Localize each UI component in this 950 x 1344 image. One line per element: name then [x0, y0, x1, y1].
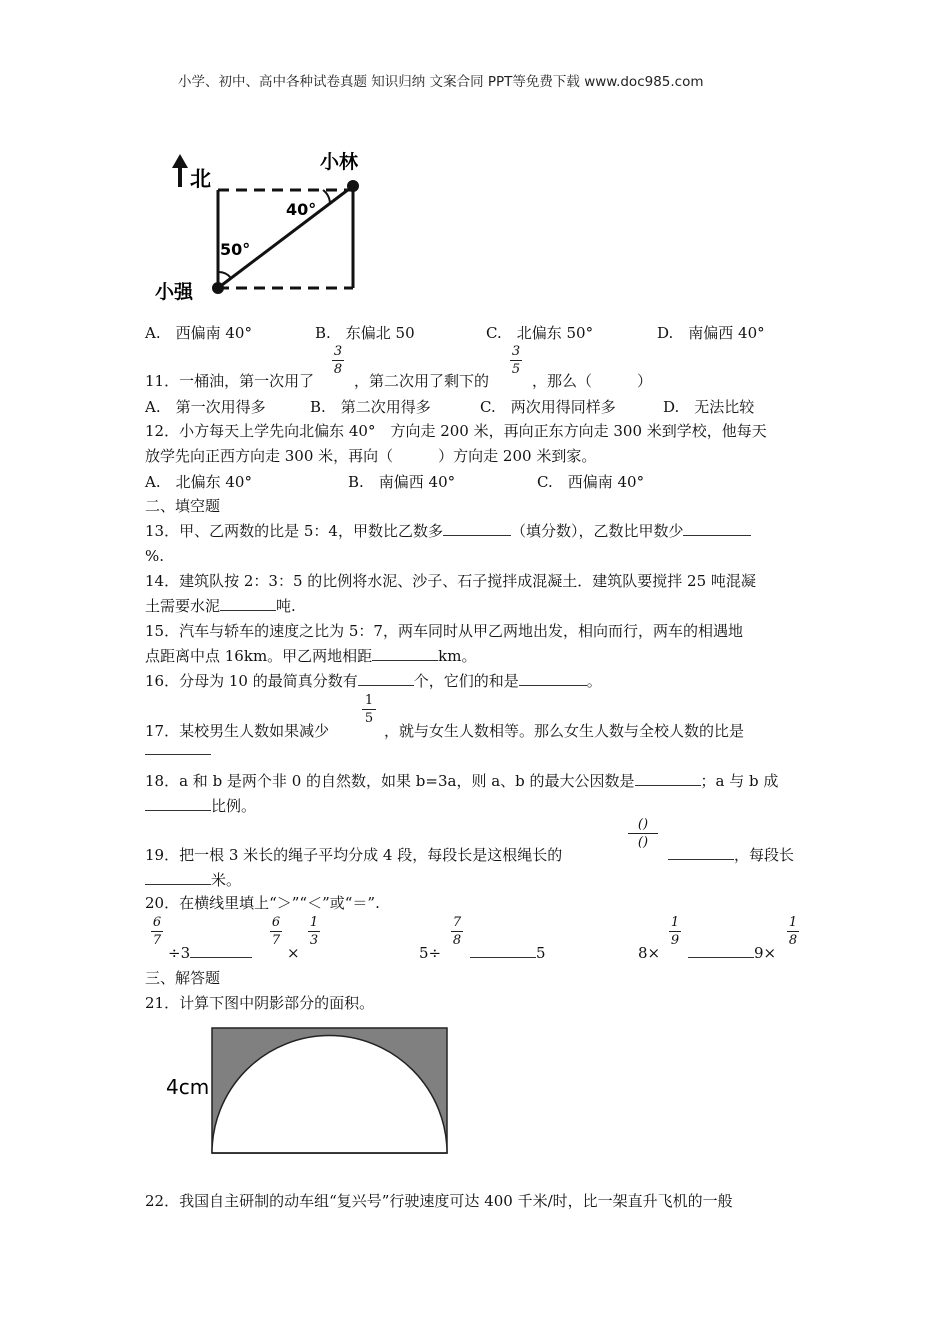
xiaolin-point — [347, 180, 359, 192]
q20b-pre: 5÷ — [419, 944, 442, 962]
q20a-fraction-2: 6 7 — [271, 915, 281, 948]
q19-line2: 米。 — [145, 870, 241, 890]
q14-blank[interactable] — [220, 596, 276, 611]
q19-blank-1[interactable] — [668, 845, 734, 860]
q21-text: 21．计算下图中阴影部分的面积。 — [145, 994, 375, 1012]
q11-option-b[interactable]: B. 第二次用得多 — [310, 398, 431, 416]
q11-text3: ，那么（ ） — [532, 372, 653, 390]
q17-fraction: 1 5 — [362, 694, 376, 725]
q18-line1: 18．a 和 b 是两个非 0 的自然数，如果 b=3a，则 a、b 的最大公因数是 ；a 与 b 成 — [145, 772, 779, 790]
q18-blank-2[interactable] — [145, 796, 211, 811]
q16-line: 16．分母为 10 的最简真分数有 个，它们的和是 。 — [145, 672, 602, 690]
q19-text2: ，每段长 — [668, 845, 794, 865]
q20a-fraction-3: 1 3 — [309, 915, 319, 948]
north-arrow-icon — [172, 154, 188, 187]
q13-blank-2[interactable] — [683, 521, 751, 536]
q20b-blank[interactable] — [470, 943, 536, 958]
q20-instruction: 20．在横线里填上“＞”“＜”或“＝”. — [145, 894, 380, 912]
q11-option-a[interactable]: A. 第一次用得多 — [145, 398, 266, 416]
q20c-fraction-2: 1 8 — [788, 915, 798, 948]
xiaoqiang-point — [212, 282, 224, 294]
q12-line1: 12．小方每天上学先向北偏东 40° 方向走 200 米，再向正东方向走 300 米到学校，他每天 — [145, 422, 767, 440]
q10-option-c[interactable]: C. 北偏东 50° — [486, 324, 594, 342]
q14-line1: 14．建筑队按 2：3：5 的比例将水泥、沙子、石子搅拌成混凝土．建筑队要搅拌 25 吨混凝 — [145, 572, 756, 590]
q10-option-b[interactable]: B. 东偏北 50 — [315, 324, 415, 342]
q19-text1: 19．把一根 3 米长的绳子平均分成 4 段，每段长是这根绳长的 — [145, 846, 563, 864]
q10-option-d[interactable]: D. 南偏西 40° — [657, 324, 765, 342]
page-header: 小学、初中、高中各种试卷真题 知识归纳 文案合同 PPT等免费下载 www.doc985.com — [178, 74, 704, 90]
direction-diagram — [150, 140, 380, 305]
q11-text2: ，第二次用了剩下的 — [354, 372, 490, 390]
q17-text1: 17．某校男生人数如果减少 — [145, 722, 330, 740]
q19-blank-2[interactable] — [145, 870, 211, 885]
q11-text1: 11．一桶油，第一次用了 — [145, 372, 315, 390]
q18-line2: 比例。 — [145, 796, 256, 816]
q11-fraction-2: 3 5 — [511, 344, 521, 377]
q13-line2: %. — [145, 547, 165, 565]
q12-option-b[interactable]: B. 南偏西 40° — [348, 473, 456, 491]
q11-option-d[interactable]: D. 无法比较 — [663, 398, 755, 416]
q20c-pre: 8× — [638, 944, 661, 962]
xiaoqiang-label: 小强 — [155, 281, 194, 303]
q20c-mid: 9× — [688, 943, 776, 963]
q18-blank-1[interactable] — [635, 771, 701, 786]
xiaolin-label: 小林 — [320, 151, 359, 173]
q20a-blank[interactable] — [190, 943, 252, 958]
q10-option-a[interactable]: A. 西偏南 40° — [145, 324, 252, 342]
q11-fraction-1: 3 8 — [333, 344, 343, 377]
q20c-fraction-1: 1 9 — [670, 915, 680, 948]
semicircle-figure — [160, 1022, 455, 1157]
q19-fraction[interactable]: () () — [628, 818, 658, 849]
q20b-fraction: 7 8 — [452, 915, 462, 948]
north-label: 北 — [190, 167, 211, 191]
section-fill-in-title: 二、填空题 — [145, 497, 221, 515]
q15-line1: 15．汽车与轿车的速度之比为 5：7，两车同时从甲乙两地出发，相向而行，两车的相遇地 — [145, 622, 743, 640]
q12-option-c[interactable]: C. 西偏南 40° — [537, 473, 645, 491]
q15-line2: 点距离中点 16km。甲乙两地相距 km。 — [145, 647, 477, 665]
q20c-blank[interactable] — [688, 943, 754, 958]
q16-blank-1[interactable] — [358, 671, 414, 686]
q20a-op2: × — [287, 944, 300, 962]
angle-40-label: 40° — [286, 200, 317, 219]
q13-blank-1[interactable] — [443, 521, 511, 536]
height-label: 4cm — [166, 1075, 210, 1099]
q20a-op1: ÷3 — [168, 943, 252, 963]
q22-text: 22．我国自主研制的动车组“复兴号”行驶速度可达 400 千米/时，比一架直升飞机的一般 — [145, 1192, 733, 1210]
section-answer-title: 三、解答题 — [145, 969, 221, 987]
q13-line1: 13．甲、乙两数的比是 5：4，甲数比乙数多 （填分数），乙数比甲数少 — [145, 521, 751, 541]
q20b-post: 5 — [470, 943, 546, 963]
q20a-fraction-1: 6 7 — [152, 915, 162, 948]
q16-blank-2[interactable] — [519, 671, 587, 686]
angle-50-label: 50° — [220, 240, 251, 259]
q17-text2: ，就与女生人数相等。那么女生人数与全校人数的比是 — [384, 722, 745, 740]
q15-blank[interactable] — [372, 646, 438, 661]
q14-line2: 土需要水泥 吨. — [145, 597, 296, 615]
q12-line2: 放学先向正西方向走 300 米，再向（ ）方向走 200 米到家。 — [145, 447, 597, 465]
q11-option-c[interactable]: C. 两次用得同样多 — [480, 398, 616, 416]
q12-option-a[interactable]: A. 北偏东 40° — [145, 473, 252, 491]
q17-blank[interactable] — [145, 740, 211, 755]
